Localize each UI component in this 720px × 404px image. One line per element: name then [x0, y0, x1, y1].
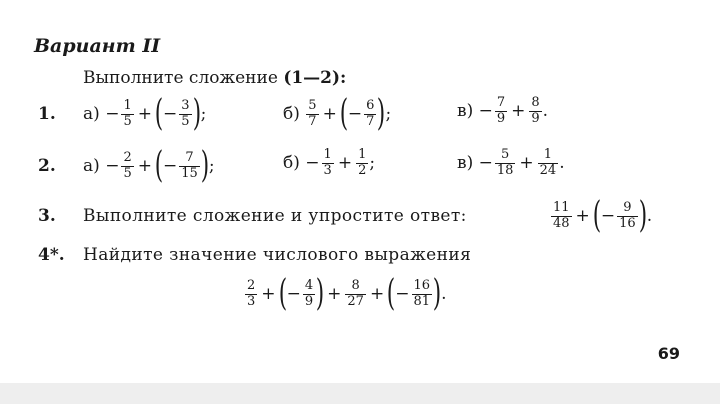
instruction-range: (1—2):: [283, 68, 347, 88]
denominator: 9: [496, 110, 506, 126]
end-punct: ;: [208, 156, 215, 176]
fraction: [538, 148, 559, 179]
part-label: а): [83, 104, 100, 124]
end-punct: .: [559, 153, 565, 174]
end-punct: .: [542, 101, 549, 122]
problem-2-number: 2.: [38, 156, 56, 176]
plus-sign: +: [511, 101, 526, 122]
problem-2b: [283, 148, 375, 179]
plus-sign: +: [575, 206, 590, 226]
minus-sign: −: [395, 284, 410, 304]
denominator: 7: [308, 113, 317, 129]
plus-sign: +: [327, 284, 342, 304]
numerator: 2: [247, 277, 256, 293]
problem-1b: [283, 93, 392, 134]
fraction: [495, 96, 507, 127]
fraction: [617, 201, 638, 232]
part-label: б): [283, 153, 300, 174]
open-paren: (: [154, 93, 164, 134]
problem-1a: [83, 93, 207, 134]
fraction: [121, 151, 133, 182]
open-paren: (: [278, 273, 287, 314]
problem-4-expression: [244, 273, 447, 314]
denominator: 5: [181, 113, 190, 129]
minus-sign: −: [286, 284, 301, 304]
minus-sign: −: [105, 104, 120, 124]
part-label: в): [457, 101, 474, 122]
denominator: 81: [413, 293, 431, 309]
numerator: 8: [351, 277, 360, 293]
numerator: 11: [553, 199, 570, 215]
open-paren: (: [154, 145, 164, 186]
part-label: в): [457, 153, 474, 174]
denominator: 27: [347, 293, 364, 309]
part-label: а): [83, 156, 100, 176]
denominator: 3: [323, 162, 332, 178]
denominator: 18: [496, 162, 514, 178]
denominator: 9: [531, 110, 540, 126]
fraction: [364, 99, 376, 130]
close-paren: ): [315, 273, 325, 314]
fraction: [495, 148, 516, 179]
minus-sign: −: [163, 156, 178, 176]
variant-title: Вариант II: [34, 35, 161, 57]
numerator: 9: [623, 199, 632, 215]
denominator: 5: [123, 165, 132, 181]
close-paren: ): [432, 273, 442, 314]
denominator: 5: [123, 113, 132, 129]
end-punct: .: [441, 284, 447, 304]
numerator: 7: [185, 149, 194, 165]
minus-sign: −: [478, 101, 493, 122]
numerator: 5: [308, 97, 317, 113]
plus-sign: +: [261, 284, 276, 304]
footer-bar: [0, 383, 720, 404]
numerator: 1: [123, 97, 132, 113]
numerator: 16: [413, 277, 431, 293]
fraction: [356, 148, 368, 179]
open-paren: (: [592, 195, 602, 236]
numerator: 1: [323, 147, 332, 162]
numerator: 1: [358, 147, 367, 162]
fraction: [306, 99, 318, 130]
problem-3-number: 3.: [38, 206, 56, 226]
open-paren: (: [387, 273, 396, 314]
close-paren: ): [638, 195, 647, 236]
fraction: [551, 201, 572, 232]
minus-sign: −: [305, 153, 320, 174]
problem-4-number: 4*.: [38, 245, 65, 265]
end-punct: ;: [200, 104, 207, 124]
problem-1-number: 1.: [38, 104, 56, 124]
numerator: 7: [496, 95, 506, 110]
minus-sign: −: [105, 156, 120, 176]
denominator: 9: [304, 293, 314, 309]
numerator: 5: [500, 147, 510, 162]
numerator: 2: [123, 149, 132, 165]
fraction: [179, 99, 191, 130]
plus-sign: +: [369, 284, 385, 304]
problem-4-text: Найдите значение числового выражения: [83, 245, 472, 265]
fraction: [121, 99, 133, 130]
numerator: 3: [181, 97, 190, 113]
plus-sign: +: [519, 153, 534, 174]
denominator: 24: [539, 162, 557, 178]
minus-sign: −: [347, 104, 363, 124]
numerator: 6: [366, 97, 375, 113]
numerator: 8: [531, 95, 540, 110]
open-paren: (: [339, 93, 349, 134]
fraction: [245, 279, 257, 310]
fraction: [412, 279, 433, 310]
denominator: 2: [358, 162, 367, 178]
minus-sign: −: [478, 153, 493, 174]
problem-1c: [457, 96, 548, 127]
numerator: 4: [304, 277, 314, 293]
page-number: 69: [657, 344, 680, 363]
fraction: [529, 96, 541, 127]
problem-2a: [83, 145, 215, 186]
close-paren: ): [200, 145, 210, 186]
problem-2c: [457, 148, 565, 179]
plus-sign: +: [322, 104, 337, 124]
problem-3-text: Выполните сложение и упростите ответ:: [83, 206, 467, 226]
fraction: [179, 151, 200, 182]
numerator: 1: [543, 147, 553, 162]
instruction-line: [83, 68, 346, 88]
fraction: [345, 279, 366, 310]
close-paren: ): [192, 93, 201, 134]
instruction-text: Выполните сложение: [83, 68, 278, 88]
end-punct: .: [646, 206, 653, 226]
plus-sign: +: [337, 153, 353, 174]
end-punct: ;: [369, 153, 376, 174]
denominator: 16: [619, 215, 636, 231]
part-label: б): [283, 104, 300, 124]
close-paren: ): [377, 93, 386, 134]
fraction: [322, 148, 334, 179]
denominator: 15: [181, 165, 198, 181]
denominator: 48: [553, 215, 570, 231]
end-punct: ;: [385, 104, 392, 124]
minus-sign: −: [163, 104, 178, 124]
plus-sign: +: [137, 104, 152, 124]
denominator: 7: [366, 113, 375, 129]
denominator: 3: [247, 293, 256, 309]
problem-3-expression: [550, 195, 653, 236]
minus-sign: −: [600, 206, 616, 226]
fraction: [303, 279, 315, 310]
plus-sign: +: [137, 156, 152, 176]
